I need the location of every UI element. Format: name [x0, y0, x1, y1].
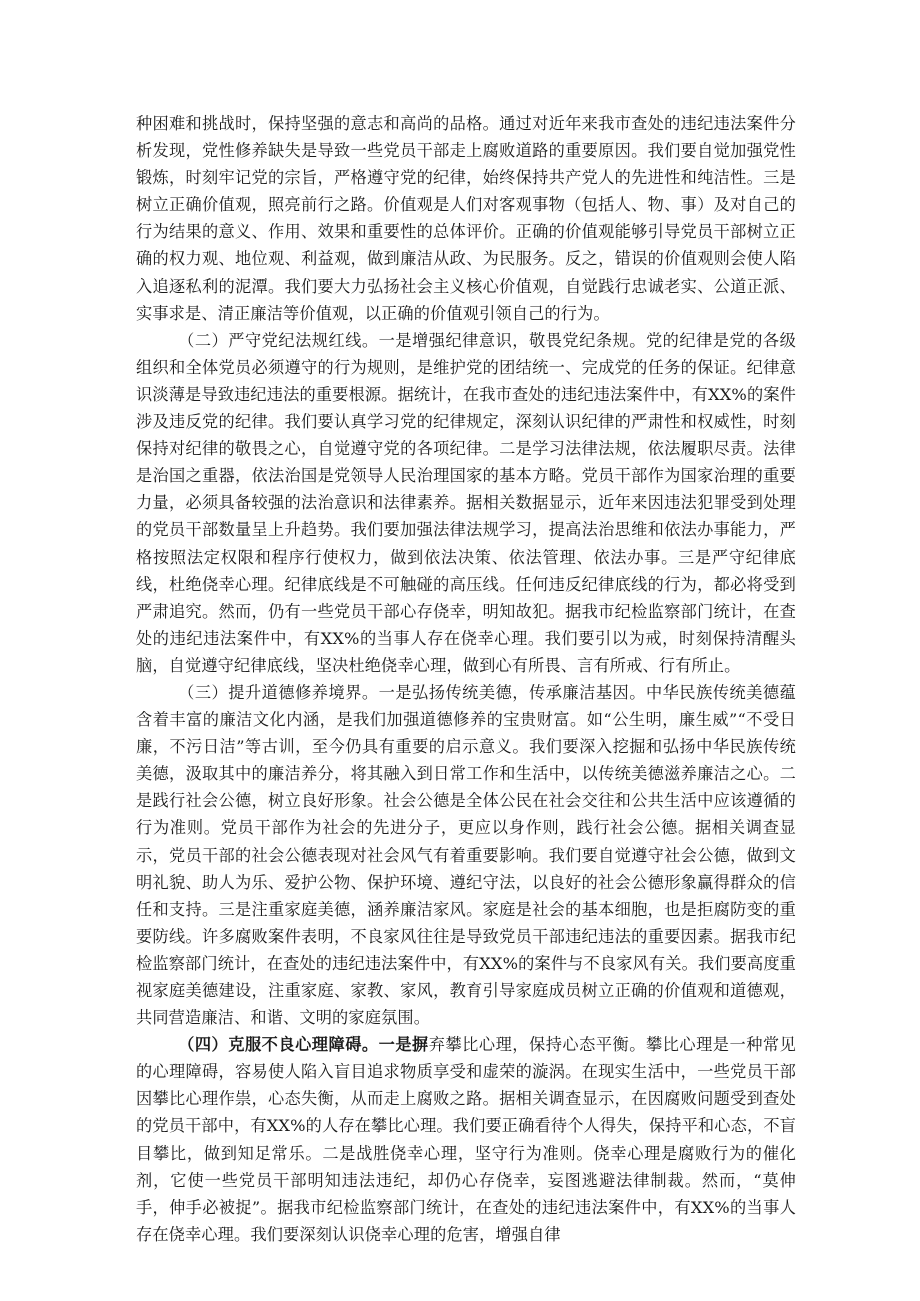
document-page [136, 110, 796, 1248]
paragraph-continuation [136, 110, 796, 327]
paragraph-section-2 [136, 327, 796, 679]
paragraph-text: 弃攀比心理，保持心态平衡。攀比心理是一种常见的心理障碍，容易使人陷入盲目追求物质享受和虚荣的漩涡。在现实生活中，一些党员干部因攀比心理作祟，心态失衡，从而走上腐败之路。据相关调查显示，在因腐败问题受到查处的党员干部中，有XX%的人存在攀比心理。我们要正确看待个人得失，保持平和心态，不盲目攀比，做到知足常乐。二是战胜侥幸心理，坚守行为准则。侥幸心理是腐败行为的催化剂，它使一些党员干部明知违法违纪，却仍心存侥幸，妄图逃避法律制裁。然而，“莫伸手，伸手必被捉”。据我市纪检监察部门统计，在查处的违纪违法案件中，有XX%的当事人存在侥幸心理。我们要深刻认识侥幸心理的危害，增强自律 [136, 1035, 796, 1244]
paragraph-section-3 [136, 679, 796, 1031]
paragraph-text: （三）提升道德修养境界。一是弘扬传统美德，传承廉洁基因。中华民族传统美德蕴含着丰富的廉洁文化内涵，是我们加强道德修养的宝贵财富。如“公生明，廉生威”“不受日廉，不污日洁”等古训，至今仍具有重要的启示意义。我们要深入挖掘和弘扬中华民族传统美德，汲取其中的廉洁养分，将其融入到日常工作和生活中，以传统美德滋养廉洁之心。二是践行社会公德，树立良好形象。社会公德是全体公民在社会交往和公共生活中应该遵循的行为准则。党员干部作为社会的先进分子，更应以身作则，践行社会公德。据相关调查显示，党员干部的社会公德表现对社会风气有着重要影响。我们要自觉遵守社会公德，做到文明礼貌、助人为乐、爱护公物、保护环境、遵纪守法，以良好的社会公德形象赢得群众的信任和支持。三是注重家庭美德，涵养廉洁家风。家庭是社会的基本细胞，也是拒腐防变的重要防线。许多腐败案件表明，不良家风往往是导致党员干部违纪违法的重要因素。据我市纪检监察部门统计，在查处的违纪违法案件中，有XX%的案件与不良家风有关。我们要高度重视家庭美德建设，注重家庭、家教、家风，教育引导家庭成员树立正确的价值观和道德观，共同营造廉洁、和谐、文明的家庭氛围。 [136, 682, 796, 1028]
section-heading: （四）克服不良心理障碍。一是摒 [178, 1035, 429, 1055]
paragraph-text: 种困难和挑战时，保持坚强的意志和高尚的品格。通过对近年来我市查处的违纪违法案件分析发现，党性修养缺失是导致一些党员干部走上腐败道路的重要原因。我们要自觉加强党性锻炼，时刻牢记党的宗旨，严格遵守党的纪律，始终保持共产党人的先进性和纯洁性。三是树立正确价值观，照亮前行之路。价值观是人们对客观事物（包括人、物、事）及对自己的行为结果的意义、作用、效果和重要性的总体评价。正确的价值观能够引导党员干部树立正确的权力观、地位观、利益观，做到廉洁从政、为民服务。反之，错误的价值观则会使人陷入追逐私利的泥潭。我们要大力弘扬社会主义核心价值观，自觉践行忠诚老实、公道正派、实事求是、清正廉洁等价值观，以正确的价值观引领自己的行为。 [136, 114, 796, 323]
paragraph-text: （二）严守党纪法规红线。一是增强纪律意识，敬畏党纪条规。党的纪律是党的各级组织和全体党员必须遵守的行为规则，是维护党的团结统一、完成党的任务的保证。纪律意识淡薄是导致违纪违法的重要根源。据统计，在我市查处的违纪违法案件中，有XX%的案件涉及违反党的纪律。我们要认真学习党的纪律规定，深刻认识纪律的严肃性和权威性，时刻保持对纪律的敬畏之心，自觉遵守党的各项纪律。二是学习法律法规，依法履职尽责。法律是治国之重器，依法治国是党领导人民治理国家的基本方略。党员干部作为国家治理的重要力量，必须具备较强的法治意识和法律素养。据相关数据显示，近年来因违法犯罪受到处理的党员干部数量呈上升趋势。我们要加强法律法规学习，提高法治思维和依法办事能力，严格按照法定权限和程序行使权力，做到依法决策、依法管理、依法办事。三是严守纪律底线，杜绝侥幸心理。纪律底线是不可触碰的高压线。任何违反纪律底线的行为，都必将受到严肃追究。然而，仍有一些党员干部心存侥幸，明知故犯。据我市纪检监察部门统计，在查处的违纪违法案件中，有XX%的当事人存在侥幸心理。我们要引以为戒，时刻保持清醒头脑，自觉遵守纪律底线，坚决杜绝侥幸心理，做到心有所畏、言有所戒、行有所止。 [136, 330, 796, 675]
paragraph-section-4 [136, 1031, 796, 1248]
